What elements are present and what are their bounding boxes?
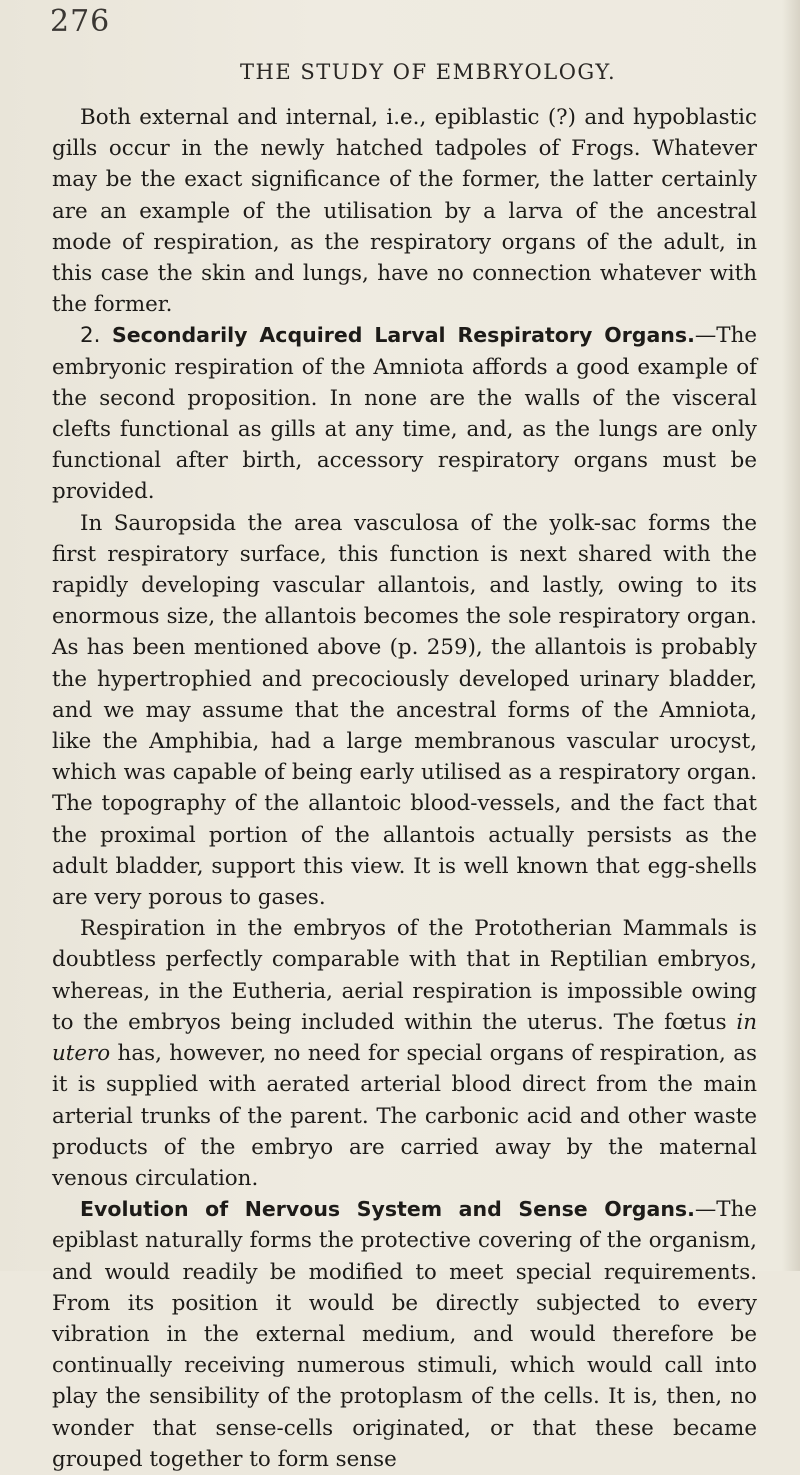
page-number: 276 [50,4,111,39]
page-edge-shadow [782,0,800,1271]
paragraph-larval-respiratory-organs [52,320,757,507]
section-heading-larval-respiratory: Secondarily Acquired Larval Respiratory Organs. [112,323,695,348]
italic-phrase: in utero [52,1009,757,1067]
paragraph-text: —The embryonic respiration of the Amniota affords a good example of the second proposition. In none are the walls of the visceral clefts functional as gills at any time, and, as the lungs are only functional after birth, accessory respiratory organs must be provided. [52,323,757,505]
paragraph-gills: Both external and internal, i.e., epiblastic (?) and hypoblastic gills occur in the newly hatched tadpoles of Frogs. Whatever may be the exact significance of the former, the latter certainly are an example of the utilisation by a larva of the ancestral mode of respiration, as the respiratory organs of the adult, in this case the skin and lungs, have no connection whatever with the former. [52,105,757,318]
paragraph-text: —The epiblast naturally forms the protective covering of the organism, and would readily be modified to meet special requirements. From its position it would be directly subjected to every vibration in the external medium, and would therefore be continually receiving numerous stimuli, which would call into play the sensibility of the protoplasm of the cells. It is, then, no wonder that sense-cells originated, or that these became grouped together to form sense [52,1197,757,1472]
paragraph-mammal-respiration [52,913,757,1194]
paragraph-text: has, however, no need for special organs of respiration, as it is supplied with aerated arterial blood direct from the main arterial trunks of the parent. The carbonic acid and other waste products of the embryo are carried away by the maternal venous circulation. [52,1041,757,1191]
section-heading-nervous-system: Evolution of Nervous System and Sense Organs. [80,1197,695,1222]
paragraph-nervous-system [52,1194,757,1475]
body-text [52,102,757,1475]
paragraph-sauropsida: In Sauropsida the area vasculosa of the yolk-sac forms the first respiratory surface, this function is next shared with the rapidly developing vascular allantois, and lastly, owing to its enormous size, the allantois becomes the sole respiratory organ. As has been mentioned above (p. 259), the allantois is probably the hypertrophied and precociously developed urinary bladder, and we may assume that the ancestral forms of the Amniota, like the Amphibia, had a large membranous vascular urocyst, which was capable of being early utilised as a respiratory organ. The topography of the allantoic blood-vessels, and the fact that the proximal portion of the allantois actually persists as the adult bladder, support this view. It is well known that egg-shells are very porous to gases. [52,510,757,911]
paragraph-text: Respiration in the embryos of the Prototherian Mammals is doubtless perfectly comparable with that in Reptilian embryos, whereas, in the Eutheria, aerial respiration is impossible owing to the embryos being included within the uterus. The fœtus [52,916,757,1035]
running-title: THE STUDY OF EMBRYOLOGY. [240,60,617,84]
page-header [40,0,760,84]
section-number: 2. [80,323,101,349]
